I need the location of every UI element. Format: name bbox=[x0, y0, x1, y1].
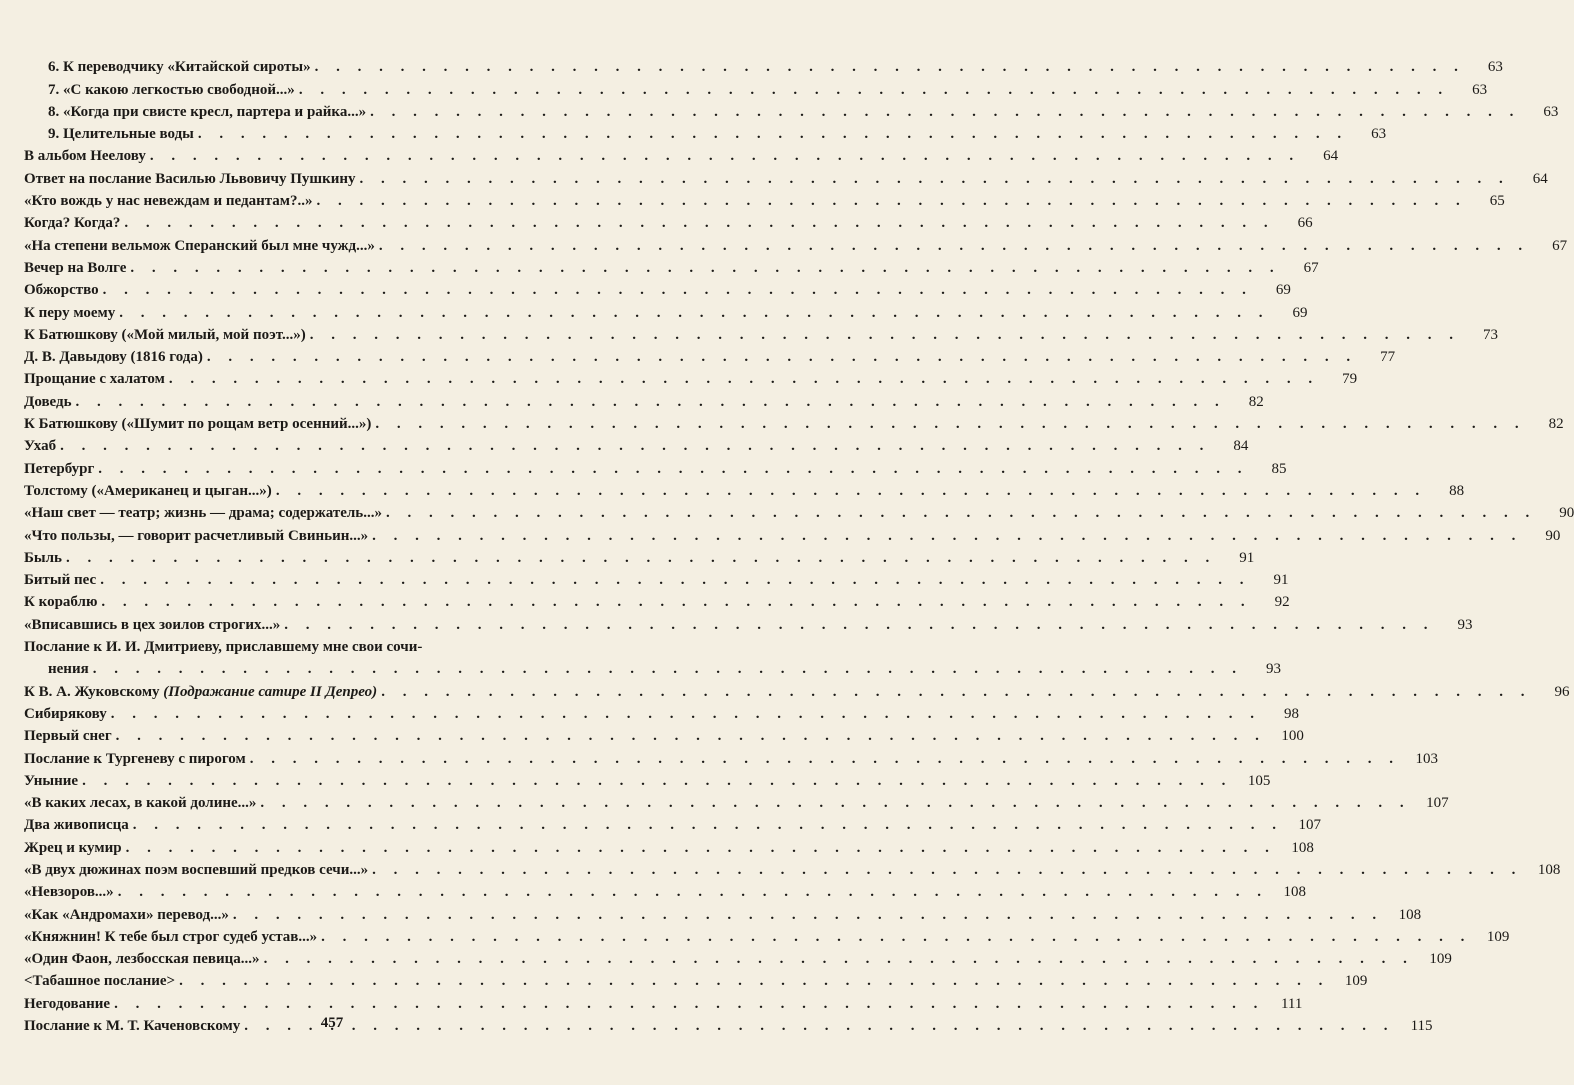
entry-title: «Наш свет — театр; жизнь — драма; содержатель...» bbox=[24, 505, 382, 522]
toc-entry bbox=[24, 121, 1387, 143]
toc-entry bbox=[24, 701, 1299, 723]
toc-entry bbox=[24, 54, 1503, 76]
entry-page-number: 115 bbox=[1410, 1018, 1433, 1035]
entry-page-number: 109 bbox=[1429, 951, 1452, 968]
entry-title: Послание к М. Т. Каченовскому bbox=[24, 1018, 241, 1035]
toc-entry bbox=[24, 522, 1561, 544]
entry-title: Доведь bbox=[24, 393, 72, 410]
dot-leader bbox=[111, 705, 1261, 723]
dot-leader bbox=[315, 58, 1465, 76]
dot-leader bbox=[276, 482, 1426, 500]
entry-title: Сибирякову bbox=[24, 705, 107, 722]
toc-entry bbox=[24, 500, 1574, 522]
toc-entry bbox=[24, 990, 1303, 1012]
dot-leader bbox=[133, 816, 1283, 834]
entry-page-number: 98 bbox=[1283, 705, 1299, 722]
dot-leader bbox=[284, 616, 1434, 634]
entry-title: Битый пес bbox=[24, 572, 97, 589]
entry-page-number: 108 bbox=[1398, 906, 1422, 923]
dot-leader bbox=[375, 415, 1525, 433]
dot-leader bbox=[119, 304, 1269, 322]
entry-title: Уныние bbox=[24, 772, 79, 789]
toc-entry bbox=[24, 768, 1271, 790]
entry-title: «В двух дюжинах поэм воспевший предков сечи...» bbox=[24, 861, 369, 878]
dot-leader bbox=[207, 348, 1357, 366]
toc-entry bbox=[24, 232, 1568, 254]
entry-page-number: 91 bbox=[1239, 549, 1255, 566]
dot-leader bbox=[379, 237, 1529, 255]
dot-leader bbox=[381, 683, 1531, 701]
toc-entry bbox=[24, 366, 1358, 388]
entry-title: К В. А. Жуковскому (Подражание сатире II Депрео) bbox=[24, 683, 378, 700]
entry-page-number: 96 bbox=[1554, 683, 1570, 700]
dot-leader bbox=[93, 660, 1243, 678]
toc-entry bbox=[24, 299, 1308, 321]
entry-page-number: 63 bbox=[1371, 126, 1387, 143]
dot-leader bbox=[82, 772, 1232, 790]
toc-entry bbox=[24, 924, 1510, 946]
entry-title-italic: (Подражание сатире II Депрео) bbox=[163, 683, 378, 700]
toc-entry bbox=[24, 255, 1319, 277]
entry-page-number: 100 bbox=[1281, 728, 1304, 745]
entry-title: «Как «Андромахи» перевод...» bbox=[24, 906, 229, 923]
dot-leader bbox=[98, 460, 1248, 478]
entry-title: Когда? Когда? bbox=[24, 215, 121, 232]
toc-entry bbox=[24, 344, 1396, 366]
entry-title: К кораблю bbox=[24, 594, 98, 611]
entry-title: «Что пользы, — говорит расчетливый Свиньин...» bbox=[24, 527, 369, 544]
entry-page-number: 85 bbox=[1271, 460, 1287, 477]
entry-page-number: 65 bbox=[1489, 193, 1505, 210]
entry-title: Послание к И. И. Дмитриеву, приславшему мне свои сочи- bbox=[24, 639, 423, 656]
entry-title: «На степени вельмож Сперанский был мне чужд...» bbox=[24, 237, 375, 254]
dot-leader bbox=[124, 214, 1274, 232]
dot-leader bbox=[76, 393, 1226, 411]
entry-page-number: 108 bbox=[1283, 884, 1306, 901]
dot-leader bbox=[299, 81, 1449, 99]
entry-title-continued: нения bbox=[48, 661, 89, 678]
dot-leader bbox=[360, 170, 1510, 188]
dot-leader bbox=[370, 103, 1520, 121]
toc-entry bbox=[24, 790, 1449, 812]
toc-entry bbox=[24, 277, 1291, 299]
toc-entry bbox=[24, 411, 1564, 433]
entry-title: «Кто вождь у нас невеждам и педантам?..» bbox=[24, 193, 313, 210]
page-number: 457 bbox=[320, 1015, 344, 1031]
dot-leader bbox=[118, 883, 1268, 901]
entry-title: 7. «С какою легкостью свободной...» bbox=[48, 81, 295, 98]
entry-page-number: 111 bbox=[1280, 995, 1303, 1012]
entry-page-number: 93 bbox=[1265, 661, 1281, 678]
toc-entry bbox=[24, 611, 1473, 633]
dot-leader bbox=[100, 571, 1250, 589]
dot-leader bbox=[233, 906, 1383, 924]
entry-page-number: 69 bbox=[1292, 304, 1308, 321]
entry-page-number: 84 bbox=[1233, 438, 1249, 455]
entry-page-number: 69 bbox=[1275, 282, 1291, 299]
toc-entry bbox=[24, 857, 1561, 879]
toc-entry bbox=[24, 143, 1339, 165]
entry-page-number: 88 bbox=[1449, 482, 1465, 499]
entry-title: 9. Целительные воды bbox=[48, 126, 194, 143]
toc-entry bbox=[24, 968, 1368, 990]
entry-line bbox=[24, 656, 1281, 678]
toc-entry bbox=[24, 165, 1548, 187]
toc-entry bbox=[24, 723, 1304, 745]
entry-title: Быль bbox=[24, 549, 62, 566]
toc-entry bbox=[24, 946, 1452, 968]
dot-leader bbox=[198, 125, 1348, 143]
entry-title: Первый снег bbox=[24, 728, 112, 745]
dot-leader bbox=[260, 794, 1410, 812]
entry-title: В альбом Неелову bbox=[24, 148, 146, 165]
entry-page-number: 63 bbox=[1543, 103, 1559, 120]
toc-entry bbox=[24, 478, 1465, 500]
entry-title: Два живописца bbox=[24, 817, 129, 834]
dot-leader bbox=[250, 750, 1400, 768]
toc-entry bbox=[24, 567, 1289, 589]
entry-page-number: 66 bbox=[1297, 215, 1313, 232]
entry-title: Обжорство bbox=[24, 282, 99, 299]
toc-entry bbox=[24, 834, 1314, 856]
entry-page-number: 108 bbox=[1291, 839, 1314, 856]
dot-leader bbox=[130, 259, 1280, 277]
entry-page-number: 67 bbox=[1552, 237, 1568, 254]
entry-page-number: 79 bbox=[1342, 371, 1358, 388]
dot-leader bbox=[264, 950, 1414, 968]
dot-leader bbox=[179, 972, 1329, 990]
entry-title: <Табашное послание> bbox=[24, 973, 176, 990]
entry-page-number: 103 bbox=[1415, 750, 1438, 767]
dot-leader bbox=[114, 995, 1264, 1013]
entry-page-number: 77 bbox=[1380, 349, 1396, 366]
entry-page-number: 67 bbox=[1303, 259, 1319, 276]
entry-title: Послание к Тургеневу с пирогом bbox=[24, 750, 246, 767]
entry-page-number: 63 bbox=[1472, 81, 1488, 98]
entry-page-number: 93 bbox=[1457, 616, 1473, 633]
entry-title: Прощание с халатом bbox=[24, 371, 165, 388]
entry-page-number: 63 bbox=[1487, 59, 1503, 76]
entry-page-number: 91 bbox=[1273, 572, 1289, 589]
toc-entry bbox=[24, 388, 1264, 410]
toc-entry bbox=[24, 99, 1559, 121]
entry-title: Ответ на послание Василью Львовичу Пушкину bbox=[24, 170, 356, 187]
dot-leader bbox=[150, 147, 1300, 165]
dot-leader bbox=[372, 527, 1522, 545]
entry-page-number: 107 bbox=[1298, 817, 1322, 834]
entry-title: «В каких лесах, в какой долине...» bbox=[24, 795, 257, 812]
toc-entry bbox=[24, 188, 1505, 210]
toc-entry bbox=[24, 455, 1287, 477]
entry-page-number: 64 bbox=[1532, 170, 1548, 187]
entry-title: Д. В. Давыдову (1816 года) bbox=[24, 349, 203, 366]
entry-title: «Невзоров...» bbox=[24, 884, 114, 901]
entry-page-number: 109 bbox=[1486, 928, 1510, 945]
toc-entry bbox=[24, 634, 1281, 679]
entry-title: Жрец и кумир bbox=[24, 839, 122, 856]
entry-page-number: 64 bbox=[1323, 148, 1339, 165]
toc-entry bbox=[24, 589, 1290, 611]
dot-leader bbox=[372, 861, 1522, 879]
dot-leader bbox=[103, 281, 1253, 299]
dot-leader bbox=[116, 727, 1266, 745]
entry-title: К Батюшкову («Шумит по рощам ветр осенний...») bbox=[24, 416, 372, 433]
entry-title: «Один Фаон, лезбосская певица...» bbox=[24, 951, 260, 968]
entry-title: 8. «Когда при свисте кресл, партера и райка...» bbox=[48, 103, 367, 120]
entry-title: «Вписавшись в цех зоилов строгих...» bbox=[24, 616, 281, 633]
dot-leader bbox=[126, 839, 1276, 857]
dot-leader bbox=[386, 504, 1536, 522]
dot-leader bbox=[310, 326, 1460, 344]
entry-page-number: 105 bbox=[1247, 772, 1271, 789]
entry-title: 6. К переводчику «Китайской сироты» bbox=[48, 59, 311, 76]
toc-entry bbox=[24, 433, 1249, 455]
entry-title: Вечер на Волге bbox=[24, 259, 127, 276]
toc-entry bbox=[24, 812, 1322, 834]
entry-title: «Княжнин! К тебе был строг судеб устав...» bbox=[24, 928, 318, 945]
entry-title: Негодование bbox=[24, 995, 111, 1012]
toc-entry bbox=[24, 322, 1498, 344]
toc-entry bbox=[24, 210, 1313, 232]
entry-title: Ухаб bbox=[24, 438, 57, 455]
dot-leader bbox=[101, 593, 1251, 611]
toc-entry bbox=[24, 879, 1306, 901]
entry-page-number: 82 bbox=[1248, 393, 1264, 410]
entry-page-number: 90 bbox=[1545, 527, 1561, 544]
toc-entry bbox=[24, 76, 1488, 98]
dot-leader bbox=[60, 437, 1210, 455]
entry-page-number: 109 bbox=[1344, 973, 1368, 990]
dot-leader bbox=[321, 928, 1471, 946]
table-of-contents bbox=[24, 54, 1574, 1035]
entry-title: К перу моему bbox=[24, 304, 116, 321]
dot-leader bbox=[66, 549, 1216, 567]
entry-page-number: 108 bbox=[1537, 861, 1561, 878]
entry-page-number: 92 bbox=[1274, 594, 1290, 611]
entry-page-number: 107 bbox=[1426, 795, 1449, 812]
entry-page-number: 82 bbox=[1548, 416, 1564, 433]
toc-entry bbox=[24, 545, 1255, 567]
toc-entry bbox=[24, 901, 1422, 923]
entry-title: К Батюшкову («Мой милый, мой поэт...») bbox=[24, 326, 306, 343]
entry-page-number: 73 bbox=[1483, 326, 1498, 343]
entry-title: Петербург bbox=[24, 460, 95, 477]
entry-title: Толстому («Американец и цыган...») bbox=[24, 482, 272, 499]
dot-leader bbox=[316, 192, 1466, 210]
toc-entry bbox=[24, 678, 1570, 700]
entry-page-number: 90 bbox=[1559, 505, 1574, 522]
toc-entry bbox=[24, 745, 1438, 767]
dot-leader bbox=[169, 370, 1319, 388]
